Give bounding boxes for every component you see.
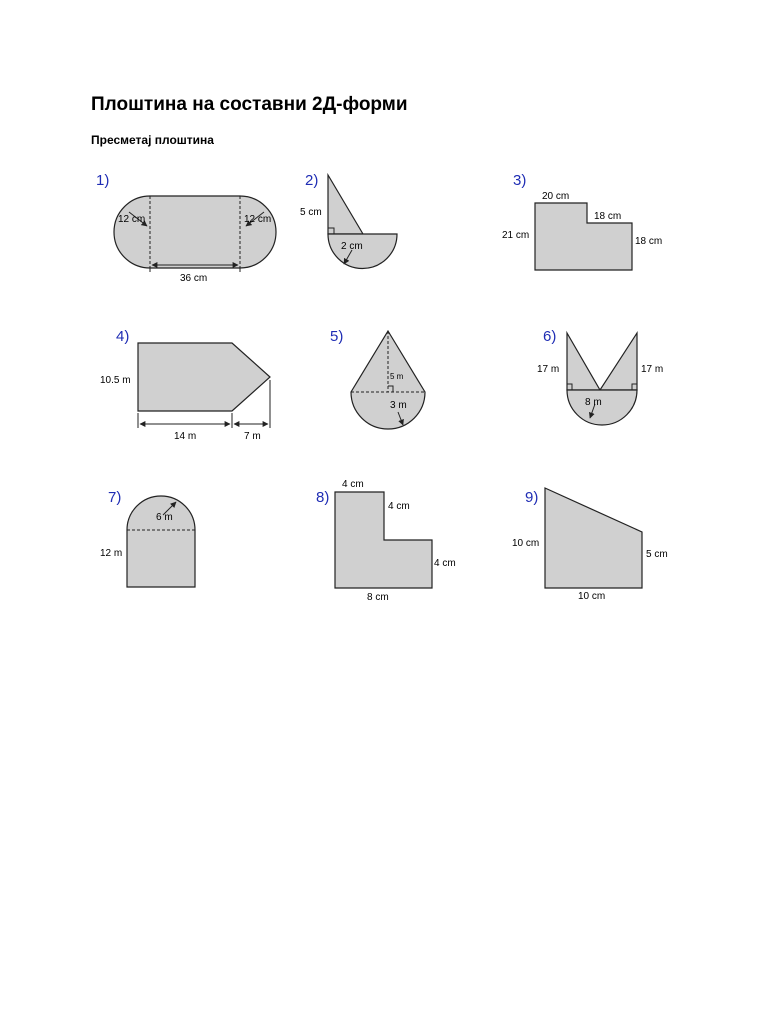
problem-4-label-tip: 7 m xyxy=(244,431,261,442)
problem-1-number: 1) xyxy=(96,172,110,189)
problem-4-label-base: 14 m xyxy=(174,431,197,442)
problem-3-label-right: 18 cm xyxy=(635,236,663,247)
problem-4-number: 4) xyxy=(116,328,130,345)
problem-3-number: 3) xyxy=(513,172,527,189)
problem-5-label-height: 5 m xyxy=(390,372,404,381)
problem-8-label-inner: 4 cm xyxy=(388,501,410,512)
problem-8-label-right: 4 cm xyxy=(434,558,456,569)
problem-3-label-step: 18 cm xyxy=(594,211,622,222)
problem-2-label-radius: 2 cm xyxy=(341,241,363,252)
problem-7-label-height: 12 m xyxy=(100,548,123,559)
problem-9-label-bottom: 10 cm xyxy=(578,591,606,602)
problem-8-label-top: 4 cm xyxy=(342,479,364,490)
problem-6-label-diameter: 8 m xyxy=(585,397,602,408)
problem-6-label-right: 17 m xyxy=(641,364,664,375)
problem-9-number: 9) xyxy=(525,489,539,506)
problem-9-label-left: 10 cm xyxy=(512,538,540,549)
problem-8-number: 8) xyxy=(316,489,330,506)
problem-3-label-top: 20 cm xyxy=(542,191,570,202)
problem-3-label-left: 21 cm xyxy=(502,230,530,241)
problem-7-number: 7) xyxy=(108,489,122,506)
problem-6-number: 6) xyxy=(543,328,557,345)
problem-6-label-left: 17 m xyxy=(537,364,560,375)
problem-7-label-radius: 6 m xyxy=(156,512,173,523)
problem-5-number: 5) xyxy=(330,328,344,345)
problem-2-number: 2) xyxy=(305,172,319,189)
problem-8-label-bottom: 8 cm xyxy=(367,592,389,603)
page-title: Плоштина на составни 2Д-форми xyxy=(91,94,408,115)
problem-9-label-right: 5 cm xyxy=(646,549,668,560)
problem-2-label-height: 5 cm xyxy=(300,207,322,218)
page-subtitle: Пресметај плоштина xyxy=(91,133,214,147)
problem-4-label-height: 10.5 m xyxy=(100,375,131,386)
problem-1-label-right-radius: 12 cm xyxy=(244,214,272,225)
problem-5-label-radius: 3 m xyxy=(390,400,407,411)
problem-1-label-left-radius: 12 cm xyxy=(118,214,146,225)
problem-9-shape xyxy=(545,488,642,588)
problem-1-label-length: 36 cm xyxy=(180,273,208,284)
